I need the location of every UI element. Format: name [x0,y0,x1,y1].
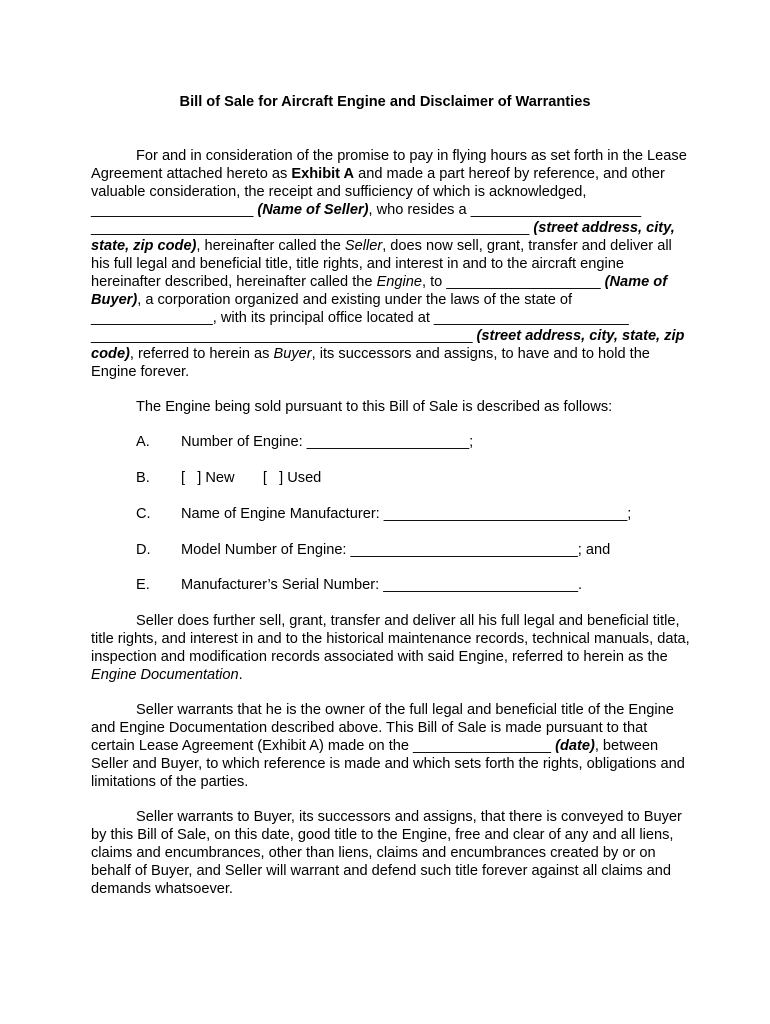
item-text: Manufacturer’s Serial Number: ________________________. [181,577,583,593]
item-text: Model Number of Engine: ____________________________; and [181,542,611,558]
engine-documentation-term: Engine Documentation [91,667,239,683]
text: Seller warrants to Buyer, its successors and assigns, that there is conveyed to Buyer by this Bill of Sale, on this date, good title to the Engine, free and clear of any and all liens, claims and encumbrances, other than liens, claims and encumbrances created by or on behalf of Buyer, and Seller will warrant and defend such title forever against all claims and demands whatsoever. [91,809,682,897]
item-text: Name of Engine Manufacturer: ______________________________; [181,506,632,522]
seller-name-label: (Name of Seller) [257,202,369,218]
text: Seller does further sell, grant, transfer and deliver all his full legal and beneficial title, title rights, and interest in and to the historical maintenance records, technical manuals, data, inspection and modification records associated with said Engine, referred to herein as the [91,613,690,665]
item-serial-number [136,576,582,594]
text: , who resides a _____________________ ______________________________________________________ [91,202,642,236]
text: Seller warrants that he is the owner of the full legal and beneficial title of the Engine and Engine Documentation described above. This Bill of Sale is made pursuant to that certain Lease Agreement (Exhibit A) made on the _________________ [91,702,674,754]
item-text: Number of Engine: ____________________; [181,434,474,450]
item-manufacturer [136,505,631,523]
text: , its successors and assigns, to have and to hold the Engine forever. [91,346,650,380]
item-letter: E. [136,577,150,593]
item-new-used [136,469,321,487]
text: and made a part hereof by reference, and other valuable consideration, the receipt and sufficiency of which is acknowledged, ____________________ [91,166,665,218]
text: , between Seller and Buyer, to which reference is made and which sets forth the rights, obligations and limitations of the parties. [91,738,685,790]
buyer-address-label: (street address, city, state, zip code) [91,328,685,362]
paragraph-documentation [91,612,691,684]
item-letter: C. [136,506,151,522]
date-label: (date) [555,738,595,754]
paragraph-conveyance [91,147,691,381]
paragraph-ownership-warranty [91,701,691,791]
document-title: Bill of Sale for Aircraft Engine and Disclaimer of Warranties [179,94,591,110]
paragraph-description-intro [91,398,691,416]
text: . [238,667,243,683]
item-letter: D. [136,542,151,558]
buyer-term: Buyer [273,346,312,362]
item-engine-number [136,433,473,451]
item-model-number [136,541,610,559]
text: , does now sell, grant, transfer and deliver all his full legal and beneficial title, title rights, and interest in and to the aircraft engine hereinafter described, hereinafter called the [91,238,672,290]
text: , to ___________________ [422,274,605,290]
buyer-name-label: (Name of Buyer) [91,274,668,308]
seller-term: Seller [344,238,383,254]
item-text: [ ] New [ ] Used [181,470,322,486]
text: For and in consideration of the promise to pay in flying hours as set forth in the Lease Agreement attached hereto as [91,148,687,182]
text: , referred to herein as [129,346,274,362]
engine-term: Engine [376,274,423,290]
exhibit-reference: Exhibit A [291,166,355,182]
text: , a corporation organized and existing under the laws of the state of _______________, with its principal office located at ________________________ _______________________________________________ [91,292,629,344]
text: The Engine being sold pursuant to this Bill of Sale is described as follows: [136,399,613,415]
item-letter: A. [136,434,150,450]
paragraph-title-warranty [91,808,691,898]
item-letter: B. [136,470,150,486]
seller-address-label: (street address, city, state, zip code) [91,220,675,254]
text: , hereinafter called the [196,238,345,254]
